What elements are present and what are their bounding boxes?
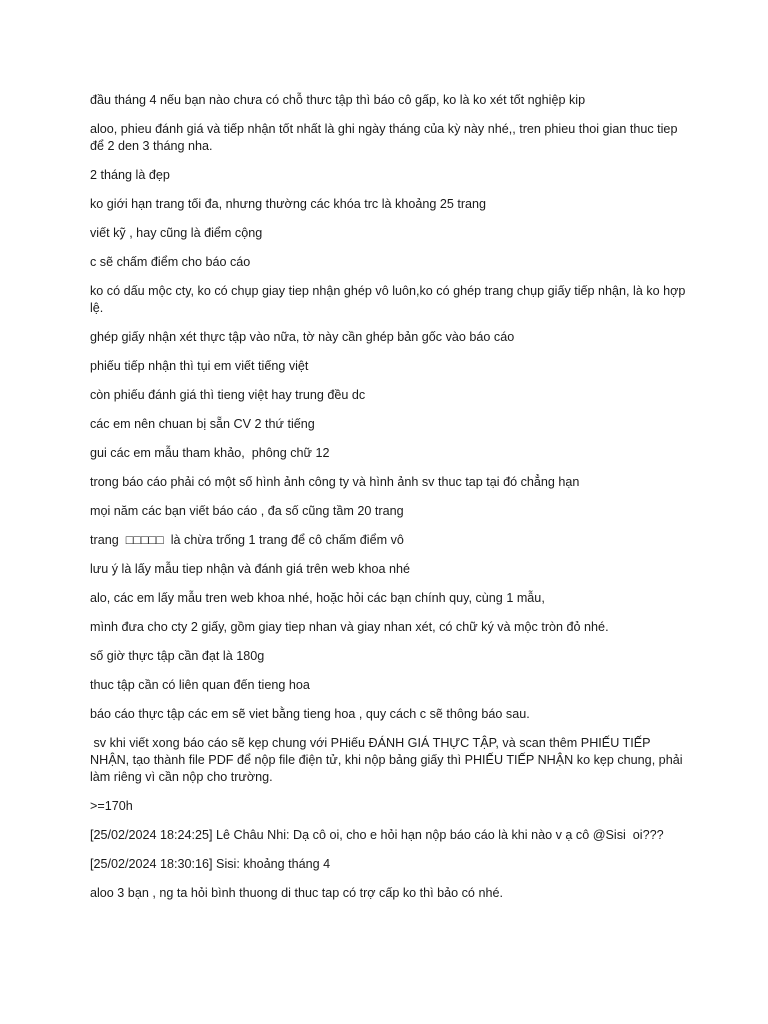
chat-message: [25/02/2024 18:30:16] Sisi: khoảng tháng 4 [90, 857, 331, 871]
paragraph: phiếu tiếp nhận thì tụi em viết tiếng việt [90, 359, 309, 373]
paragraph: alo, các em lấy mẫu tren web khoa nhé, hoặc hỏi các bạn chính quy, cùng 1 mẫu, [90, 591, 545, 605]
document-body [90, 92, 690, 914]
paragraph: mình đưa cho cty 2 giấy, gồm giay tiep nhan và giay nhan xét, có chữ ký và mộc tròn đỏ nhé. [90, 620, 609, 634]
paragraph: báo cáo thực tập các em sẽ viet bằng tieng hoa , quy cách c sẽ thông báo sau. [90, 707, 530, 721]
paragraph: ko có dấu mộc cty, ko có chụp giay tiep nhận ghép vô luôn,ko có ghép trang chụp giấy tiếp nhận, là ko hợp lệ. [90, 284, 689, 315]
paragraph: mọi năm các bạn viết báo cáo , đa số cũng tầm 20 trang [90, 504, 404, 518]
paragraph: >=170h [90, 799, 133, 813]
paragraph: sv khi viết xong báo cáo sẽ kẹp chung với PHiếu ĐÁNH GIÁ THỰC TẬP, và scan thêm PHIẾU TIẾP NHẬN, tạo thành file PDF để nộp file điện tử, khi nộp bảng giấy thì PHIẾU TIẾP NHẬN ko kẹp chung, phải làm riêng vì cần nộp cho trường. [90, 736, 686, 784]
chat-message: [25/02/2024 18:24:25] Lê Châu Nhi: Dạ cô oi, cho e hỏi hạn nộp báo cáo là khi nào v ạ cô @Sisi oi??? [90, 828, 664, 842]
paragraph: 2 tháng là đẹp [90, 168, 170, 182]
paragraph: c sẽ chấm điểm cho báo cáo [90, 255, 251, 269]
paragraph: aloo 3 bạn , ng ta hỏi bình thuong di thuc tap có trợ cấp ko thì bảo có nhé. [90, 886, 503, 900]
paragraph: trang □□□□□ là chừa trống 1 trang để cô chấm điểm vô [90, 533, 404, 547]
paragraph: các em nên chuan bị sẵn CV 2 thứ tiếng [90, 417, 315, 431]
paragraph: trong báo cáo phải có một số hình ảnh công ty và hình ảnh sv thuc tap tại đó chẳng hạn [90, 475, 580, 489]
paragraph: số giờ thực tập cần đạt là 180g [90, 649, 265, 663]
paragraph: gui các em mẫu tham khảo, phông chữ 12 [90, 446, 330, 460]
paragraph: đầu tháng 4 nếu bạn nào chưa có chỗ thưc tập thì báo cô gấp, ko là ko xét tốt nghiệp kip [90, 93, 586, 107]
paragraph: thuc tập cần có liên quan đến tieng hoa [90, 678, 310, 692]
paragraph: lưu ý là lấy mẫu tiep nhận và đánh giá trên web khoa nhé [90, 562, 410, 576]
paragraph: aloo, phieu đánh giá và tiếp nhận tốt nhất là ghi ngày tháng của kỳ này nhé,, tren phieu thoi gian thuc tiep để 2 den 3 tháng nha. [90, 122, 681, 153]
paragraph: ko giới hạn trang tối đa, nhưng thường các khóa trc là khoảng 25 trang [90, 197, 487, 211]
paragraph: viết kỹ , hay cũng là điểm cộng [90, 226, 263, 240]
paragraph: còn phiếu đánh giá thì tieng việt hay trung đều dc [90, 388, 366, 402]
paragraph: ghép giấy nhận xét thực tập vào nữa, tờ này cần ghép bản gốc vào báo cáo [90, 330, 515, 344]
